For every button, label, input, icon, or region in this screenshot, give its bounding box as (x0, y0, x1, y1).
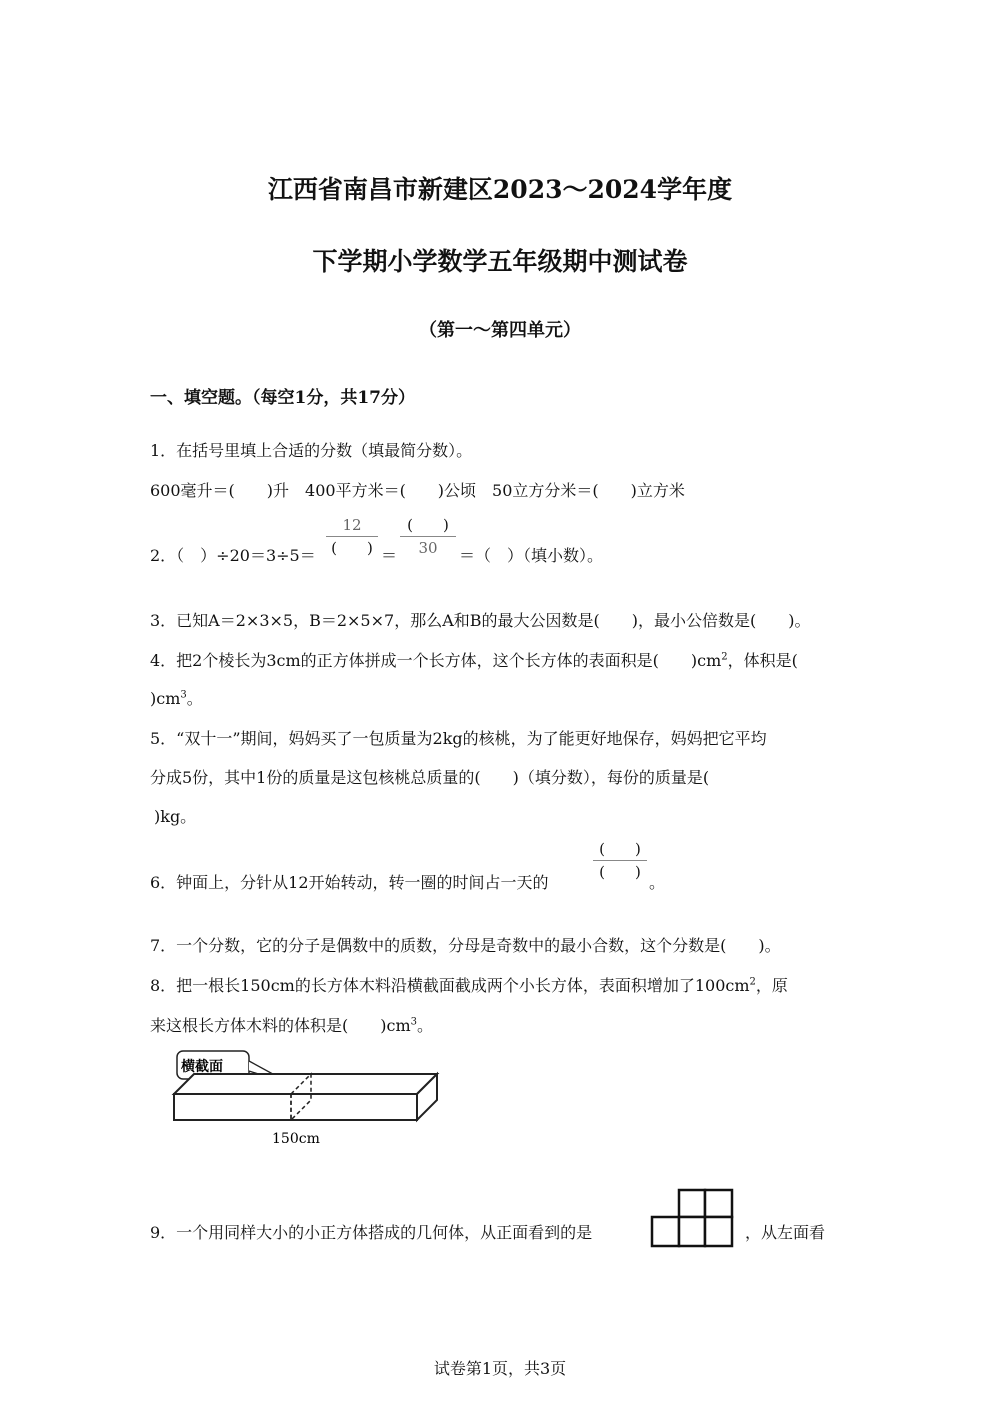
view-cell (705, 1217, 732, 1246)
superscript: 3 (410, 1016, 417, 1028)
fraction-denominator: ( ) (599, 863, 641, 881)
fraction-bar (326, 536, 378, 537)
callout-label: 横截面 (181, 1059, 223, 1075)
question-6-fraction (593, 839, 647, 882)
question-2-start: 2．（ ）÷20＝3÷5＝ (150, 546, 316, 565)
cuboid-front-face (174, 1094, 417, 1120)
view-cell (652, 1217, 679, 1246)
question-2-fraction-1 (326, 515, 378, 558)
question-4-text-a: 4．把2个棱长为3cm的正方体拼成一个长方体，这个长方体的表面积是( )cm (150, 651, 722, 670)
superscript: 2 (721, 651, 728, 663)
exam-title-line2: 下学期小学数学五年级期中测试卷 (312, 247, 688, 276)
question-5-line1: 5．“双十一”期间，妈妈买了一包质量为2kg的核桃，为了能更好地保存，妈妈把它平均 (150, 729, 767, 748)
fraction-denominator: ( ) (331, 539, 373, 557)
view-cell (679, 1190, 705, 1217)
fraction-numerator: 12 (342, 516, 362, 534)
exam-title-line1: 江西省南昌市新建区2023～2024学年度 (267, 175, 733, 204)
question-9-continuation: ，从左面看 (745, 1223, 826, 1242)
question-8-line1 (150, 973, 788, 996)
question-8-text-c: 来这根长方体木料的体积是( )cm (150, 1016, 411, 1035)
question-8-line2 (150, 1013, 433, 1036)
fraction-bar (593, 860, 647, 861)
length-label: 150cm (272, 1131, 320, 1147)
fraction-denominator: 30 (418, 539, 438, 557)
front-view-figure (650, 1187, 735, 1249)
superscript: 2 (749, 976, 756, 988)
cuboid-cross-section-figure (165, 1045, 455, 1150)
question-4-text-c: )cm (150, 689, 181, 708)
question-8-text-b: ，原 (755, 976, 788, 995)
question-5-line2: 分成5份，其中1份的质量是这包核桃总质量的( )（填分数），每份的质量是( (150, 768, 710, 787)
question-6-text: 6．钟面上，分针从12开始转动，转一圈的时间占一天的 (150, 873, 549, 892)
question-2-fraction-2 (400, 515, 456, 558)
view-cell (705, 1190, 732, 1217)
superscript: 3 (180, 689, 187, 701)
question-1-blanks: 600毫升＝( )升 400平方米＝( )公顷 50立方分米＝( )立方米 (150, 481, 685, 500)
cuboid-top-face (174, 1074, 437, 1094)
question-5-line3: )kg。 (154, 807, 197, 826)
question-7: 7．一个分数，它的分子是偶数中的质数，分母是奇数中的最小合数，这个分数是( )。 (150, 936, 781, 955)
question-4-line2 (150, 686, 203, 709)
question-3: 3．已知A＝2×3×5，B＝2×5×7，那么A和B的最大公因数是( )，最小公倍数是( )。 (150, 611, 811, 630)
view-cell (679, 1217, 705, 1246)
page-footer: 试卷第1页，共3页 (433, 1359, 567, 1378)
fraction-bar (400, 536, 456, 537)
question-8-text-d: 。 (417, 1016, 434, 1035)
fraction-numerator: ( ) (407, 516, 449, 534)
question-4-text-d: 。 (186, 689, 203, 708)
section-heading: 一、填空题。（每空1分，共17分） (150, 388, 415, 408)
exam-subtitle: （第一～第四单元） (419, 320, 581, 341)
question-4-text-b: ，体积是( (727, 651, 798, 670)
question-2-end: ＝（ ）（填小数）。 (459, 546, 604, 565)
equals-sign: ＝ (381, 546, 398, 565)
question-4-line1 (150, 648, 798, 671)
fraction-numerator: ( ) (599, 840, 641, 858)
question-1-stem: 1．在括号里填上合适的分数（填最简分数）。 (150, 441, 473, 460)
question-8-text-a: 8．把一根长150cm的长方体木料沿横截面截成两个小长方体，表面积增加了100cm (150, 976, 750, 995)
question-6-end: 。 (649, 873, 666, 892)
question-9-text: 9．一个用同样大小的小正方体搭成的几何体，从正面看到的是 (150, 1223, 593, 1242)
